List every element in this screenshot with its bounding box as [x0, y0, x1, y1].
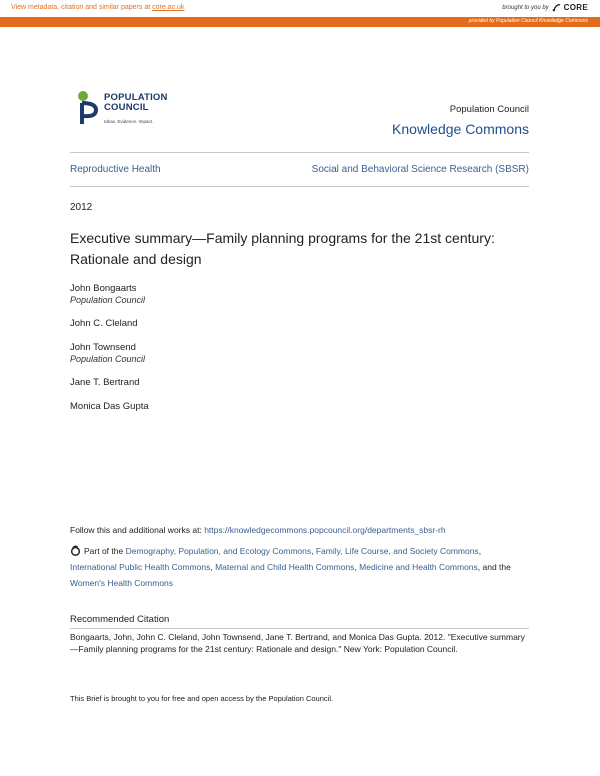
open-access-icon: [70, 545, 81, 556]
author-item: [70, 283, 370, 306]
repository-name[interactable]: Knowledge Commons: [392, 121, 529, 137]
logo-tagline: Ideas. Evidence. Impact.: [104, 119, 154, 124]
separator: ,: [210, 562, 216, 572]
core-header: [0, 0, 600, 17]
separator: ,: [478, 546, 482, 556]
author-name: John Bongaarts: [70, 283, 137, 294]
department-link-reproductive-health[interactable]: Reproductive Health: [70, 164, 161, 175]
population-council-logo[interactable]: [77, 90, 187, 130]
separator: , and the: [477, 562, 511, 572]
department-link-sbsr[interactable]: Social and Behavioral Science Research (SBSR): [311, 164, 529, 175]
separator: ,: [311, 546, 316, 556]
author-item: [70, 401, 370, 413]
divider-departments: [70, 186, 529, 187]
author-name: Monica Das Gupta: [70, 401, 149, 412]
author-name: John C. Cleland: [70, 318, 138, 329]
author-item: [70, 377, 370, 389]
population-council-logo-icon: [77, 90, 101, 126]
commons-link-international-public-health[interactable]: International Public Health Commons: [70, 562, 211, 572]
core-domain-link[interactable]: core.ac.uk: [152, 4, 185, 11]
recommended-citation-text: Bongaarts, John, John C. Cleland, John Townsend, Jane T. Bertrand, and Monica Das Gupta. 2012. "Executive summary—Family planning programs for the 21st century: Rationale and design." New York: Population Council.: [70, 632, 525, 654]
author-affiliation: Population Council: [70, 354, 146, 364]
provided-by-text: provided by Population Council Knowledge Commons: [468, 18, 588, 24]
divider-top: [70, 152, 529, 153]
logo-line2: COUNCIL: [104, 102, 149, 113]
commons-link-womens-health[interactable]: Women's Health Commons: [70, 578, 174, 588]
commons-link-maternal-child-health[interactable]: Maternal and Child Health Commons: [215, 562, 355, 572]
provider-bar: [0, 17, 600, 27]
follow-line: [70, 525, 530, 535]
core-metadata-link[interactable]: [11, 4, 184, 11]
author-item: [70, 342, 370, 365]
part-of-line: [70, 543, 530, 591]
document-title: Executive summary—Family planning programs for the 21st century: Rationale and design: [70, 230, 495, 267]
commons-link-demography[interactable]: Demography, Population, and Ecology Commons: [125, 546, 312, 556]
follow-prefix: Follow this and additional works at:: [70, 525, 205, 535]
core-logo-icon: [552, 3, 561, 12]
author-item: [70, 318, 370, 330]
follow-url-link[interactable]: https://knowledgecommons.popcouncil.org/departments_sbsr-rh: [204, 525, 446, 535]
core-metadata-link-text: View metadata, citation and similar papers at: [11, 4, 153, 11]
brought-by-text: brought to you by: [502, 4, 549, 11]
core-brand-name: CORE: [563, 3, 588, 12]
publication-year: 2012: [70, 202, 93, 213]
commons-link-medicine-health[interactable]: Medicine and Health Commons: [359, 562, 478, 572]
logo-line1: POPULATION: [104, 92, 168, 103]
open-access-note: This Brief is brought to you for free and open access by the Population Council.: [70, 694, 334, 703]
separator: ,: [354, 562, 360, 572]
author-list: [70, 283, 370, 425]
author-name: Jane T. Bertrand: [70, 377, 140, 388]
recommended-citation-heading: Recommended Citation: [70, 614, 170, 625]
commons-link-family[interactable]: Family, Life Course, and Society Commons: [315, 546, 479, 556]
divider-citation: [70, 628, 529, 629]
core-brand[interactable]: [502, 3, 588, 12]
logo-wordmark: [104, 93, 168, 113]
repository-org: Population Council: [449, 104, 529, 115]
part-of-prefix: Part of the: [84, 546, 126, 556]
author-affiliation: Population Council: [70, 295, 146, 305]
author-name: John Townsend: [70, 342, 136, 353]
